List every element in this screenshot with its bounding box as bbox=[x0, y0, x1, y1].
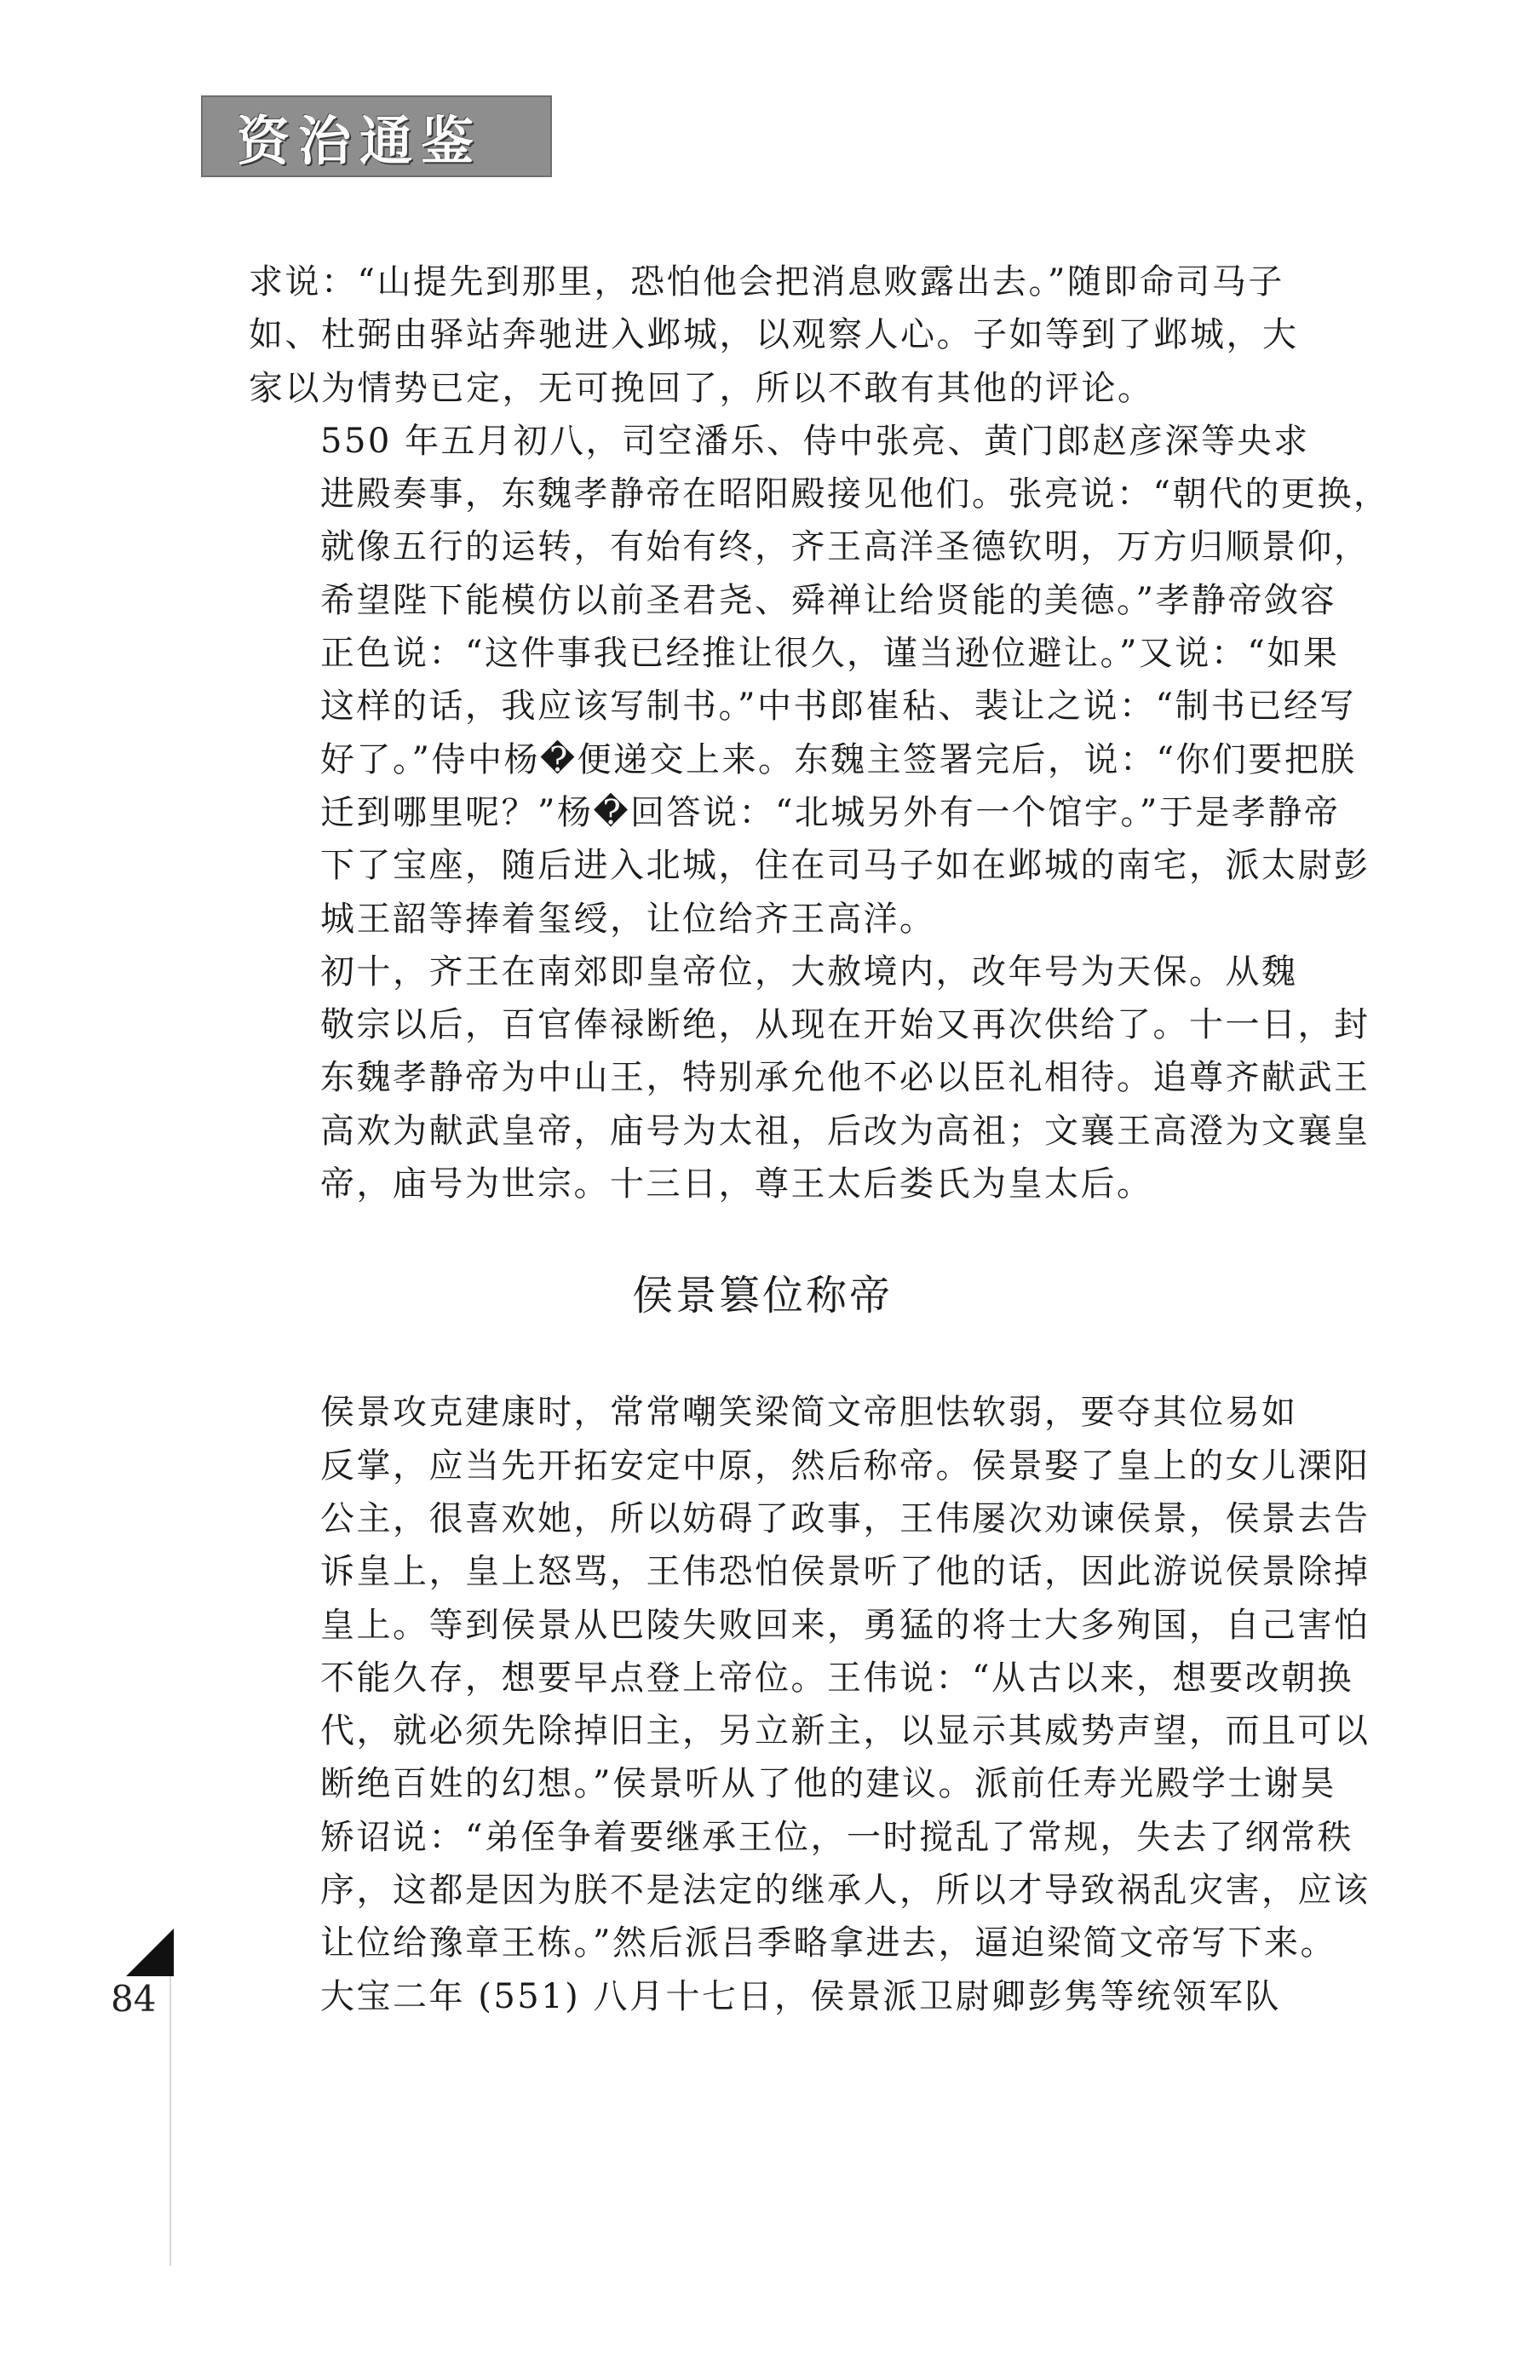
text-line: 正色说：“这件事我已经推让很久，谨当逊位避让。”又说：“如果 bbox=[320, 634, 1340, 674]
text-line: 进殿奏事，东魏孝静帝在昭阳殿接见他们。张亮说：“朝代的更换， bbox=[320, 474, 1390, 515]
text-line: 迁到哪里呢？”杨�回答说：“北城另外有一个馆宇。”于是孝静帝 bbox=[320, 792, 1341, 832]
page-corner-marker bbox=[126, 1929, 174, 1976]
section-heading: 侯景篡位称帝 bbox=[631, 1272, 893, 1320]
text-line: 家以为情势已定，无可挽回了，所以不敢有其他的评论。 bbox=[249, 368, 1154, 408]
text-line: 让位给豫章王栋。”然后派吕季略拿进去，逼迫梁简文帝写下来。 bbox=[320, 1923, 1336, 1963]
text-line: 诉皇上，皇上怒骂，王伟恐怕侯景听了他的话，因此游说侯景除掉 bbox=[320, 1552, 1370, 1592]
paragraph bbox=[249, 1386, 1370, 1969]
paragraph bbox=[249, 256, 1299, 415]
text-line: 反掌，应当先开拓安定中原，然后称帝。侯景娶了皇上的女儿溧阳 bbox=[320, 1446, 1370, 1486]
text-line: 敬宗以后，百官俸禄断绝，从现在开始又再次供给了。十一日，封 bbox=[320, 1005, 1370, 1045]
text-line: 如、杜弼由驿站奔驰进入邺城，以观察人心。子如等到了邺城，大 bbox=[249, 315, 1299, 355]
text-line: 侯景攻克建康时，常常嘲笑梁简文帝胆怯软弱，要夺其位易如 bbox=[320, 1393, 1298, 1433]
paragraphs-after bbox=[249, 1386, 1370, 2023]
text-line: 好了。”侍中杨�便递交上来。东魏主签署完后，说：“你们要把朕 bbox=[320, 739, 1357, 779]
text-line: 550 年五月初八，司空潘乐、侍中张亮、黄门郎赵彦深等央求 bbox=[320, 421, 1310, 461]
body-text bbox=[249, 256, 1390, 2023]
text-line: 下了宝座，随后进入北城，住在司马子如在邺城的南宅，派太尉彭 bbox=[320, 846, 1370, 886]
text-line: 代，就必须先除掉旧主，另立新主，以显示其威势声望，而且可以 bbox=[320, 1711, 1370, 1751]
paragraphs-before bbox=[249, 256, 1390, 1210]
text-line: 求说：“山提先到那里，恐怕他会把消息败露出去。”随即命司马子 bbox=[249, 262, 1284, 302]
paragraph bbox=[249, 946, 1370, 1210]
text-line: 东魏孝静帝为中山王，特别承允他不必以臣礼相待。追尊齐献武王 bbox=[320, 1058, 1370, 1098]
text-line: 这样的话，我应该写制书。”中书郎崔秥、裴让之说：“制书已经写 bbox=[320, 687, 1356, 727]
paragraph bbox=[249, 1970, 1281, 2023]
text-line: 不能久存，想要早点登上帝位。王伟说：“从古以来，想要改朝换 bbox=[320, 1658, 1353, 1698]
text-line: 大宝二年 (551) 八月十七日，侯景派卫尉卿彭隽等统领军队 bbox=[320, 1976, 1281, 2016]
text-line: 城王韶等捧着玺绶，让位给齐王高洋。 bbox=[320, 899, 936, 939]
header-tab bbox=[201, 95, 552, 177]
text-line: 希望陛下能模仿以前圣君尧、舜禅让给贤能的美德。”孝静帝敛容 bbox=[320, 580, 1336, 620]
text-line: 序，这都是因为朕不是法定的继承人，所以才导致祸乱灾害，应该 bbox=[320, 1871, 1370, 1911]
text-line: 公主，很喜欢她，所以妨碍了政事，王伟屡次劝谏侯景，侯景去告 bbox=[320, 1498, 1370, 1538]
text-line: 断绝百姓的幻想。”侯景听从了他的建议。派前任寿光殿学士谢昊 bbox=[320, 1764, 1336, 1804]
text-line: 就像五行的运转，有始有终，齐王高洋圣德钦明，万方归顺景仰， bbox=[320, 527, 1370, 567]
text-line: 高欢为献武皇帝，庙号为太祖，后改为高祖；文襄王高澄为文襄皇 bbox=[320, 1111, 1370, 1151]
text-line: 帝，庙号为世宗。十三日，尊王太后娄氏为皇太后。 bbox=[320, 1164, 1153, 1204]
margin-rule bbox=[170, 1976, 171, 2266]
book-title: 资治通鉴 bbox=[237, 109, 483, 172]
paragraph bbox=[249, 415, 1390, 946]
text-line: 皇上。等到侯景从巴陵失败回来，勇猛的将士大多殉国，自己害怕 bbox=[320, 1605, 1370, 1645]
page-number: 84 bbox=[111, 1978, 157, 2020]
text-line: 初十，齐王在南郊即皇帝位，大赦境内，改年号为天保。从魏 bbox=[320, 951, 1298, 992]
text-line: 矫诏说：“弟侄争着要继承王位，一时搅乱了常规，失去了纲常秩 bbox=[320, 1817, 1353, 1857]
